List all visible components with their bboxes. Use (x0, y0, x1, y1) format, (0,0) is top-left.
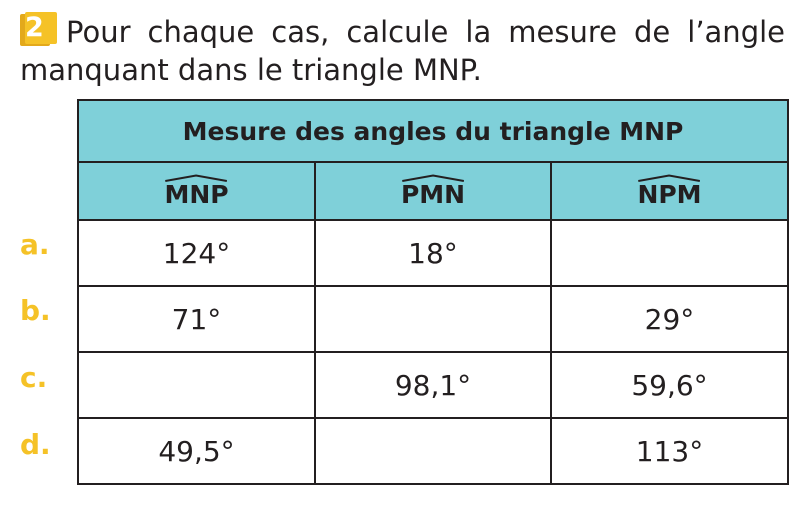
row-label-a: a. (20, 228, 50, 261)
table-row-d (78, 418, 788, 484)
table-cell: 49,5° (78, 418, 315, 484)
exercise-number-badge (20, 12, 58, 46)
angle-hat-icon (164, 174, 228, 182)
angle-name-npm (637, 174, 701, 209)
exercise-number: 2 (25, 12, 57, 44)
exercise-instruction-block (20, 12, 785, 89)
angle-hat-icon (637, 174, 701, 182)
table-row-b (78, 286, 788, 352)
row-label-d: d. (20, 428, 51, 461)
column-header-mnp (78, 162, 315, 220)
angles-table (77, 99, 789, 485)
table-row-a (78, 220, 788, 286)
angle-name-mnp (164, 174, 228, 209)
table-cell: 71° (78, 286, 315, 352)
table-cell (78, 352, 315, 418)
table-cell (315, 418, 551, 484)
angle-name-pmn (401, 174, 465, 209)
table-title: Mesure des angles du triangle MNP (78, 100, 788, 162)
row-label-b: b. (20, 294, 51, 327)
column-header-label: NPM (637, 179, 702, 209)
table-row-c (78, 352, 788, 418)
column-header-label: PMN (400, 179, 466, 209)
column-header-npm (551, 162, 788, 220)
column-header-label: MNP (164, 179, 229, 209)
table-cell (551, 220, 788, 286)
exercise-instruction-text: Pour chaque cas, calcule la mesure de l’angle manquant dans le triangle MNP. (20, 15, 785, 87)
table-cell: 113° (551, 418, 788, 484)
angle-hat-icon (401, 174, 465, 182)
table-cell: 124° (78, 220, 315, 286)
table-cell: 18° (315, 220, 551, 286)
table-cell: 29° (551, 286, 788, 352)
table-cell (315, 286, 551, 352)
column-header-pmn (315, 162, 551, 220)
table-cell: 59,6° (551, 352, 788, 418)
table-cell: 98,1° (315, 352, 551, 418)
row-label-c: c. (20, 361, 48, 394)
